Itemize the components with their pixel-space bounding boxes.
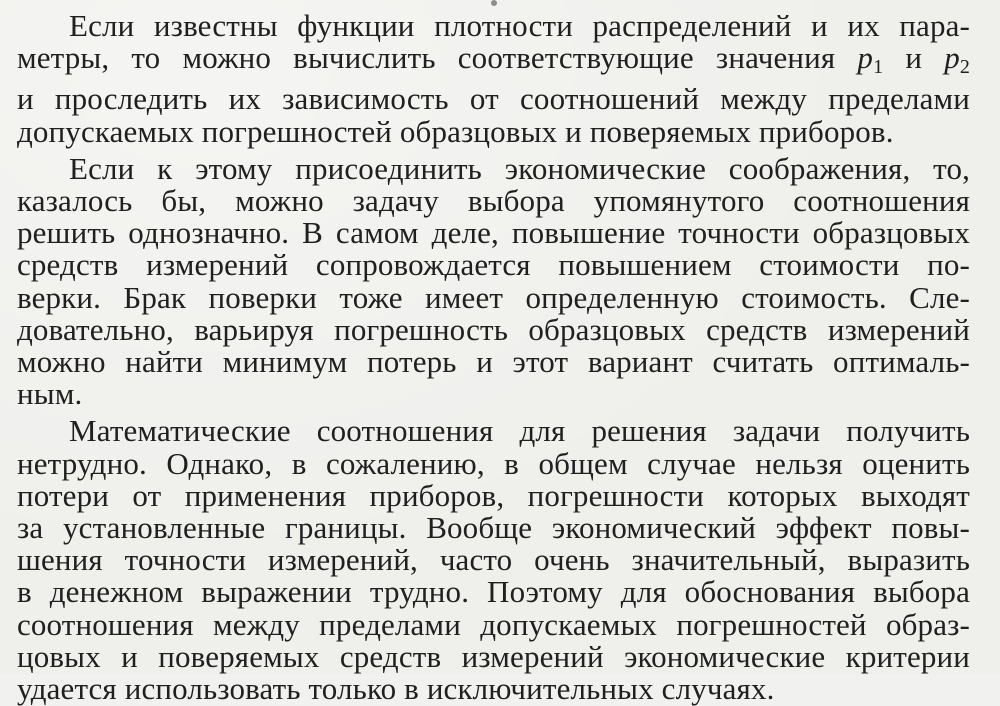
paragraph-3	[17, 415, 970, 705]
text-line: соотношения между пределами допускаемых погрешностей образ-	[17, 606, 970, 642]
text-line: довательно, варьируя погрешность образцовых средств измерений	[17, 311, 970, 347]
text-line: потери от применения приборов, погрешности которых выходят	[17, 477, 970, 513]
text-line: удается использовать только в исключительных случаях.	[17, 671, 775, 706]
formula-p1: $p_1$	[857, 40, 884, 79]
formula-p2: $p_2$	[944, 40, 971, 79]
text-line: нетрудно. Однако, в сожалению, в общем случае нельзя оценить	[17, 445, 970, 481]
text-line: Если известны функции плотности распределений и их пара-	[69, 8, 970, 43]
text-line: средств измерений сопровождается повышением стоимости по-	[17, 247, 970, 283]
text-line: цовых и поверяемых средств измерений экономические критерии	[17, 638, 970, 674]
conjunction: и	[905, 40, 923, 76]
print-speck	[491, 0, 497, 6]
paragraph-1	[17, 10, 970, 148]
text-line: шения точности измерений, часто очень значительный, выразить	[17, 542, 970, 578]
text-line: верки. Брак поверки тоже имеет определенную стоимость. Сле-	[17, 279, 970, 315]
text-line-with-formula	[17, 42, 970, 83]
paragraph-2	[17, 150, 970, 412]
text-line: ным.	[17, 376, 83, 412]
text-line: за установленные границы. Вообще экономический эффект повы-	[17, 510, 970, 546]
text-fragment: метры, то можно вычислить соответствующие значения	[17, 40, 836, 76]
text-line: и проследить их зависимость от соотношений между пределами	[17, 81, 970, 117]
text-line: допускаемых погрешностей образцовых и поверяемых приборов.	[17, 113, 894, 149]
text-line: Если к этому присоединить экономические соображения, то,	[69, 150, 970, 186]
text-line: казалось бы, можно задачу выбора упомянутого соотношения	[17, 183, 970, 219]
text-line: в денежном выражении трудно. Поэтому для обоснования выбора	[17, 574, 970, 610]
text-line: Математические соотношения для решения задачи получить	[69, 413, 970, 449]
text-line: решить однозначно. В самом деле, повышение точности образцовых	[17, 215, 970, 251]
text-line: можно найти минимум потерь и этот вариант считать оптималь-	[17, 344, 970, 380]
